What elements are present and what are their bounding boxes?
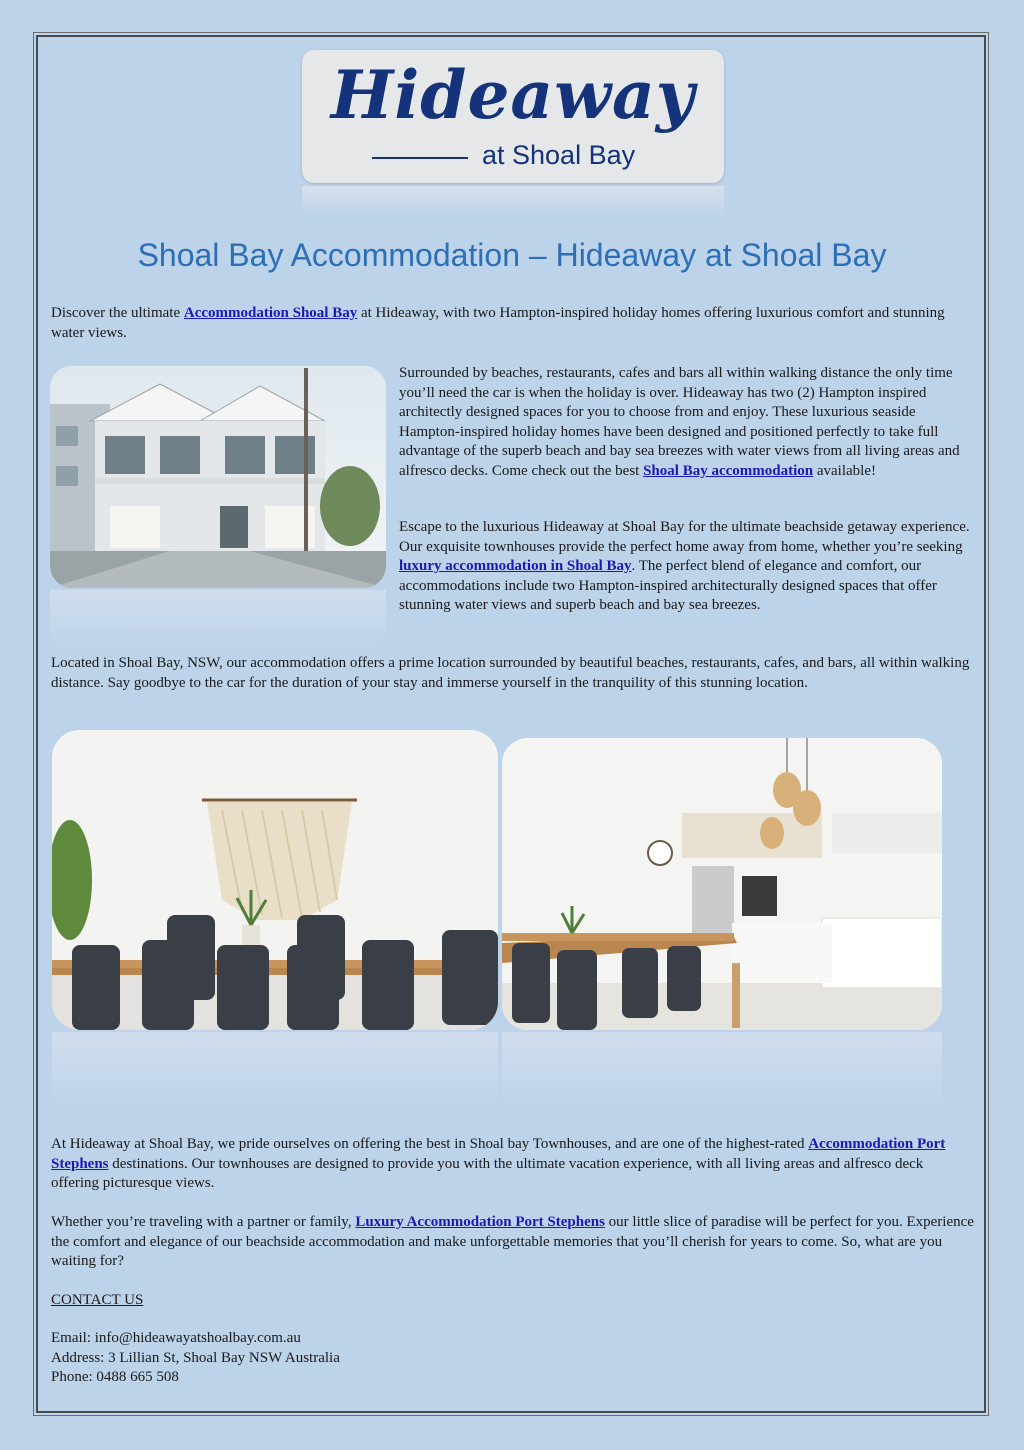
logo-rule	[372, 157, 468, 159]
para5-text-after: destinations. Our townhouses are designed to provide you with the ultimate vacation experience, with all living areas and alfresco deck offering picturesque views.	[51, 1155, 924, 1192]
townhouses-paragraph	[51, 1135, 975, 1194]
intro-text-before: Discover the ultimate	[51, 305, 184, 321]
para2-text-after: available!	[813, 462, 876, 479]
luxury-accommodation-shoal-bay-link[interactable]: luxury accommodation in Shoal Bay	[399, 558, 632, 575]
house-photo-reflection	[50, 590, 386, 650]
dining-photo-reflection	[52, 1032, 498, 1112]
intro-text-after: at Hideaway, with two Hampton-inspired holiday homes offering luxurious comfort and stunning water views.	[51, 305, 945, 341]
logo	[302, 50, 724, 183]
contact-heading: CONTACT US	[51, 1292, 144, 1308]
kitchen-illustration	[502, 738, 942, 1030]
contact-phone: Phone: 0488 665 508	[51, 1369, 179, 1385]
shoal-bay-accommodation-link[interactable]: Shoal Bay accommodation	[643, 462, 814, 479]
dining-room-illustration	[52, 730, 498, 1030]
contact-email: Email: info@hideawayatshoalbay.com.au	[51, 1330, 301, 1346]
logo-subtitle: at Shoal Bay	[482, 140, 636, 170]
page-title: Shoal Bay Accommodation – Hideaway at Shoal Bay	[137, 237, 887, 273]
hideaway-description-paragraph	[399, 364, 972, 482]
house-illustration	[50, 366, 386, 588]
logo-reflection	[302, 186, 724, 218]
para2-text-before: Surrounded by beaches, restaurants, cafes and bars all within walking distance the only time you’ll need the car is when the holiday is over. Hideaway has two (2) Hampton inspired architectly designed spaces for you to choose from and enjoy. These luxurious seaside Hampton-inspired holiday homes have been designed and positioned perfectly to take full advantage of the superb beach and bay sea breezes with water views from all living areas and alfresco decks. Come check out the best	[399, 365, 960, 479]
dining-room-photo	[52, 730, 498, 1030]
para3-text-before: Escape to the luxurious Hideaway at Shoal Bay for the ultimate beachside getaway experience. Our exquisite townhouses provide the perfect home away from home, whether you’re seeking	[399, 519, 970, 555]
kitchen-photo	[502, 738, 942, 1030]
kitchen-photo-reflection	[502, 1032, 942, 1112]
para3-text-after: . The perfect blend of elegance and comfort, our accommodations include two Hampton-inspired architecturally designed spaces that offer stunning water views and superb beach and bay sea breezes.	[399, 558, 937, 614]
accommodation-shoal-bay-link[interactable]: Accommodation Shoal Bay	[183, 305, 358, 321]
para6-text-before: Whether you’re traveling with a partner or family,	[51, 1214, 356, 1230]
accommodation-port-stephens-link[interactable]: Accommodation Port Stephens	[51, 1136, 946, 1172]
luxury-accommodation-port-stephens-link[interactable]: Luxury Accommodation Port Stephens	[355, 1214, 605, 1230]
para5-text-before: At Hideaway at Shoal Bay, we pride ourselves on offering the best in Shoal bay Townhouses, and are one of the highest-rated	[51, 1136, 809, 1152]
logo-script-text: Hideaway	[330, 56, 696, 134]
luxury-paragraph	[51, 1213, 975, 1272]
escape-paragraph	[399, 518, 974, 616]
intro-paragraph	[51, 304, 976, 343]
contact-address: Address: 3 Lillian St, Shoal Bay NSW Australia	[51, 1350, 340, 1366]
para6-text-after: our little slice of paradise will be perfect for you. Experience the comfort and elegance of our beachside accommodation and make unforgettable memories that you’ll cherish for years to come. So, what are you waiting for?	[51, 1214, 974, 1270]
house-photo	[50, 366, 386, 588]
location-paragraph: Located in Shoal Bay, NSW, our accommodation offers a prime location surrounded by beautiful beaches, restaurants, cafes, and bars, all within walking distance. Say goodbye to the car for the duration of your stay and immerse yourself in the tranquility of this stunning location.	[51, 655, 970, 691]
